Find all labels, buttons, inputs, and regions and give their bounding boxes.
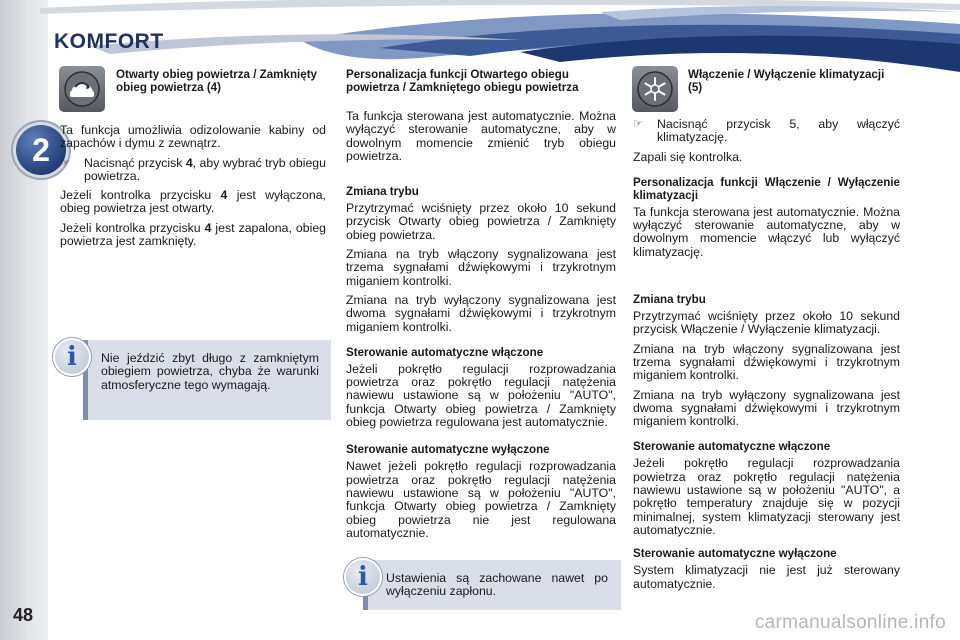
subheading-change-mode: Zmiana trybu [346, 185, 419, 199]
col2-mode-off-text: Zmiana na tryb wyłączony sygnalizowana jest dwoma sygnałami dźwiękowymi i trzykrotnym miganiem kontrolki. [346, 292, 616, 334]
col3-led-text: Zapali się kontrolka. [633, 149, 743, 164]
subheading-auto-on: Sterowanie automatyczne włączone [633, 440, 831, 454]
page-title: KOMFORT [54, 30, 164, 53]
col1-body [60, 124, 326, 254]
col3-instruction [633, 118, 900, 145]
section-heading-ac: Włączenie / Wyłączenie klimatyzacji (5) [688, 68, 885, 94]
section-heading-air-circulation: Otwarty obieg powietrza / Zamknięty obieg powietrza (4) [116, 68, 317, 94]
info-icon: i [53, 338, 91, 376]
col1-led-off: Jeżeli kontrolka przycisku 4 jest wyłączona, obieg powietrza jest otwarty. [60, 188, 326, 216]
col2-body [346, 110, 616, 546]
air-recirculation-icon [59, 66, 105, 112]
col3-body [633, 118, 900, 597]
col2-auto-off-text: Nawet jeżeli pokrętło regulacji rozprowadzania powietrza oraz pokrętło regulacji natężenia nawiewu ustawione są w położeniu "AUTO", funkcja Otwarty obieg powietrza / Zamknięty obieg powietrza nie jest regulowana automatycznie. [346, 459, 616, 540]
subheading-auto-on: Sterowanie automatyczne włączone [346, 345, 544, 359]
col3-change-mode-text: Przytrzymać wciśnięty przez około 10 sekund przycisk Włączenie / Wyłączenie klimatyzacji. [633, 309, 900, 337]
subheading-auto-off: Sterowanie automatyczne wyłączone [633, 547, 837, 561]
info-icon: i [344, 558, 382, 596]
col3-instruction-text: Nacisnąć przycisk 5, aby włączyć klimatyzację. [657, 117, 900, 145]
col1-led-on: Jeżeli kontrolka przycisku 4 jest zapalona, obieg powietrza jest zamknięty. [60, 220, 326, 249]
watermark: carmanualsonline.info [754, 612, 946, 633]
col3-auto-on-text: Jeżeli pokrętło regulacji rozprowadzania powietrza oraz pokrętło regulacji natężenia nawiewu ustawione są w położeniu "AUTO", a pokrętło temperatury znajduje się w pozycji minimalnej, system klimatyzacji sterowany jest automatycznie. [633, 456, 900, 537]
subheading-personalization-ac: Personalizacja funkcji Włączenie / Wyłączenie klimatyzacji [633, 175, 900, 202]
col3-mode-off-text: Zmiana na tryb wyłączony sygnalizowana jest dwoma sygnałami dźwiękowymi i trzykrotnym miganiem kontrolki. [633, 387, 900, 429]
hand-pointer-icon: ☞ [60, 156, 70, 169]
col1-instruction [60, 157, 326, 184]
section-heading-personalization-air: Personalizacja funkcji Otwartego obiegu powietrza / Zamkniętego obiegu powietrza [346, 68, 579, 94]
air-conditioning-icon [632, 66, 678, 112]
col2-mode-on-text: Zmiana na tryb włączony sygnalizowana jest trzema sygnałami dźwiękowymi i trzykrotnym miganiem kontrolki. [346, 247, 616, 288]
col2-intro: Ta funkcja sterowana jest automatycznie. Można wyłączyć sterowanie automatyczne, aby w dowolnym momencie zmienić tryb obiegu powietrza. [346, 109, 616, 163]
page-number: 48 [13, 605, 34, 625]
hand-pointer-icon: ☞ [633, 118, 643, 130]
subheading-change-mode: Zmiana trybu [633, 293, 706, 307]
col2-auto-on-text: Jeżeli pokrętło regulacji rozprowadzania powietrza oraz pokrętło regulacji natężenia nawiewu ustawione są w położeniu "AUTO", funkcja Otwarty obieg powietrza / Zamknięty obieg powietrza regulowana jest automatycznie. [346, 361, 616, 430]
chapter-badge: 2 [16, 125, 66, 175]
col3-mode-on-text: Zmiana na tryb włączony sygnalizowana jest trzema sygnałami dźwiękowymi i trzykrotnym miganiem kontrolki. [633, 341, 900, 383]
subheading-auto-off: Sterowanie automatyczne wyłączone [346, 443, 550, 457]
col2-change-mode-text: Przytrzymać wciśnięty przez około 10 sekund przycisk Otwarty obieg powietrza / Zamknięty obieg powietrza. [346, 201, 616, 242]
info-text-col2: Ustawienia są zachowane nawet po wyłączeniu zapłonu. [386, 571, 608, 599]
col1-intro: Ta funkcja umożliwia odizolowanie kabiny od zapachów i dymu z zewnątrz. [60, 123, 326, 151]
col3-auto-off-text: System klimatyzacji nie jest już sterowany automatycznie. [633, 563, 900, 591]
info-text-col1: Nie jeździć zbyt długo z zamkniętym obiegiem powietrza, chyba że warunki atmosferyczne tego wymagają. [101, 351, 319, 392]
col1-instruction-text: Nacisnąć przycisk 4, aby wybrać tryb obiegu powietrza. [84, 155, 326, 183]
col3-personalization-text: Ta funkcja sterowana jest automatycznie. Można wyłączyć sterowanie automatyczne, aby w dowolnym momencie włączyć lub wyłączyć klimatyzację. [633, 204, 900, 259]
left-side-strip [0, 0, 48, 640]
